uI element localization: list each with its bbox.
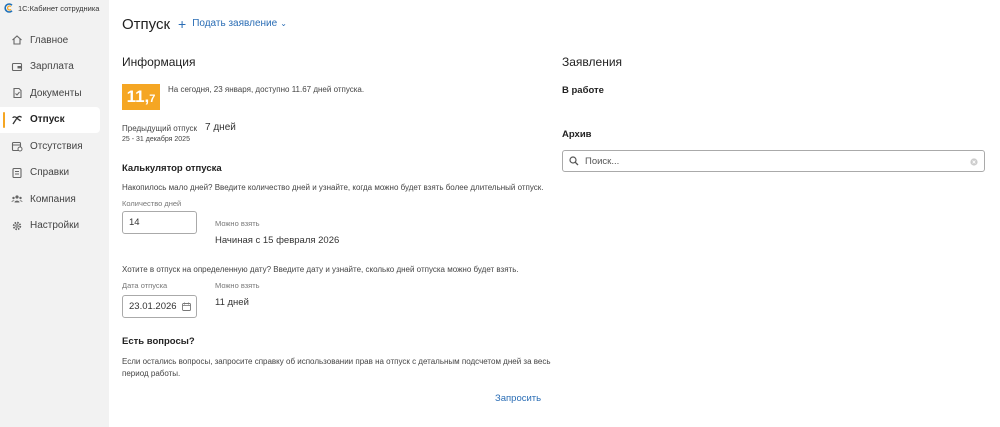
search-input[interactable]: [585, 156, 955, 167]
app-title: 1С:Кабинет сотрудника: [18, 3, 100, 13]
calculator-description-days: Накопилось мало дней? Введите количество дней и узнайте, когда можно будет взять более длительный отпуск.: [122, 183, 544, 192]
sidebar-item-label: Отпуск: [30, 114, 65, 126]
plus-icon: +: [178, 15, 187, 32]
questions-text-line1: Если остались вопросы, запросите справку об использовании прав на отпуск с детальным подсчетом дней за весь: [122, 357, 551, 366]
submit-request-label: Подать заявление: [192, 18, 278, 29]
questions-title: Есть вопросы?: [122, 336, 195, 347]
days-result: 11 дней: [215, 297, 249, 308]
previous-vacation-value: 7 дней: [205, 122, 236, 133]
sidebar-nav: [0, 27, 106, 239]
documents-icon: [11, 87, 23, 99]
page-title: Отпуск: [122, 16, 171, 33]
app-logo-icon: [4, 3, 14, 13]
sidebar-item-label: Главное: [30, 34, 69, 46]
can-take-label-2: Можно взять: [215, 281, 260, 290]
sidebar-item-home[interactable]: [0, 27, 106, 54]
previous-vacation-dates: 25 - 31 декабря 2025: [122, 136, 190, 143]
available-days-text: На сегодня, 23 января, доступно 11.67 дней отпуска.: [168, 85, 365, 94]
sidebar-item-documents[interactable]: [0, 80, 106, 107]
wallet-icon: [11, 61, 23, 73]
can-take-date-result: Начиная с 15 февраля 2026: [215, 235, 340, 246]
vacation-date-input[interactable]: 23.01.2026: [122, 295, 197, 318]
days-count-input[interactable]: 14: [122, 211, 197, 234]
sidebar-item-label: Компания: [30, 193, 76, 205]
main-panel: [109, 0, 1000, 427]
sidebar-item-company[interactable]: [0, 186, 106, 213]
info-section-title: Информация: [122, 55, 196, 69]
sidebar-item-vacation[interactable]: [0, 107, 100, 134]
sidebar: [0, 0, 106, 427]
sidebar-item-label: Отсутствия: [30, 140, 83, 152]
sidebar-item-label: Справки: [30, 167, 70, 179]
sidebar-item-settings[interactable]: [0, 213, 106, 240]
chevron-down-icon: ⌄: [280, 19, 287, 28]
days-count-label: Количество дней: [122, 199, 182, 208]
vacation-icon: [11, 114, 23, 126]
sidebar-item-label: Настройки: [30, 220, 80, 232]
in-progress-heading: В работе: [562, 85, 604, 96]
request-certificate-button[interactable]: Запросить: [495, 393, 542, 404]
search-icon: [569, 156, 579, 166]
questions-text-line2: период работы.: [122, 369, 181, 378]
can-take-label: Можно взять: [215, 219, 260, 228]
archive-heading: Архив: [562, 129, 592, 140]
clear-icon[interactable]: [970, 158, 978, 166]
calculator-description-date: Хотите в отпуск на определенную дату? Введите дату и узнайте, сколько дней отпуска можно будет взять.: [122, 265, 519, 274]
sidebar-item-label: Зарплата: [30, 61, 74, 73]
sidebar-item-salary[interactable]: [0, 54, 106, 81]
settings-gear-icon: [11, 220, 23, 232]
requests-section-title: Заявления: [562, 55, 623, 69]
sidebar-item-certificates[interactable]: [0, 160, 106, 187]
sidebar-item-label: Документы: [30, 87, 82, 99]
calendar-icon[interactable]: [182, 302, 191, 311]
calculator-title: Калькулятор отпуска: [122, 163, 222, 174]
available-days-badge: 11, 7: [122, 84, 160, 110]
company-people-icon: [11, 193, 23, 205]
app-brand[interactable]: [4, 3, 99, 13]
submit-request-button[interactable]: [178, 15, 287, 32]
vacation-date-label: Дата отпуска: [122, 281, 168, 290]
home-icon: [11, 34, 23, 46]
sidebar-item-absences[interactable]: [0, 133, 106, 160]
certificate-icon: [11, 167, 23, 179]
absence-calendar-icon: [11, 140, 23, 152]
archive-search[interactable]: [562, 150, 985, 172]
previous-vacation-label: Предыдущий отпуск: [122, 124, 197, 133]
